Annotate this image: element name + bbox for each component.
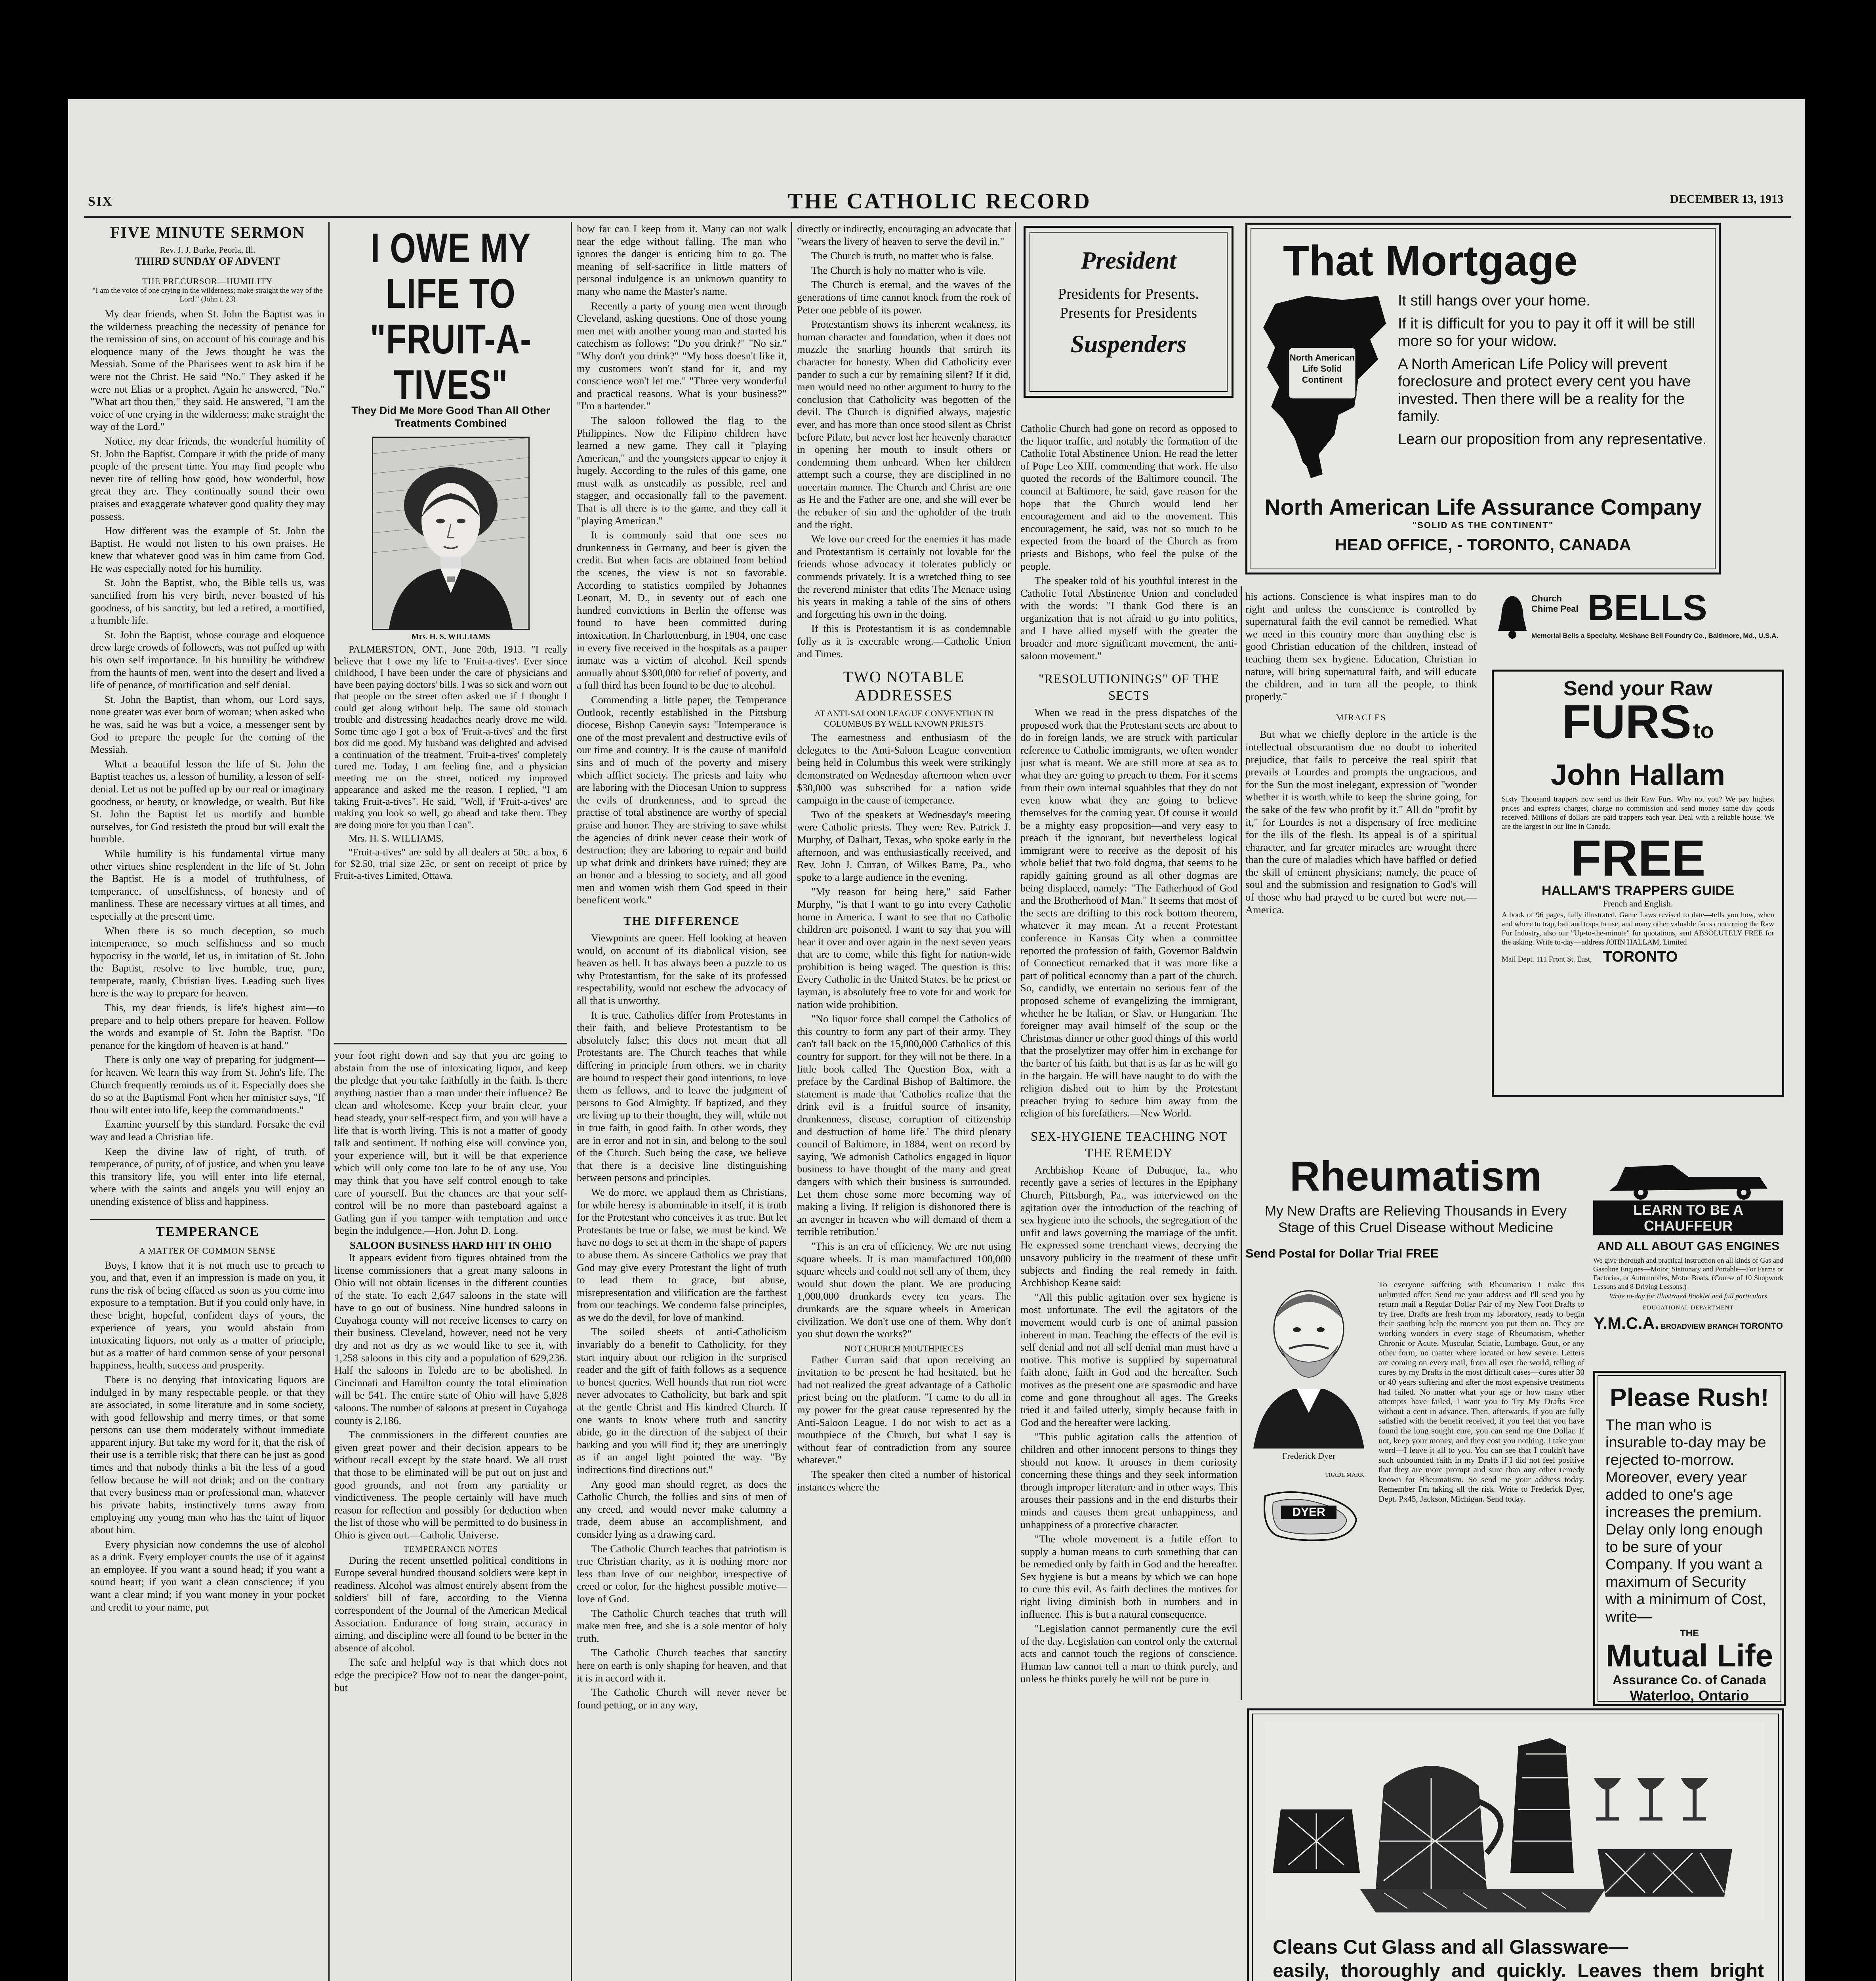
masthead-rule	[84, 216, 1791, 218]
rheumatism-offer: Send Postal for Dollar Trial FREE	[1245, 1246, 1439, 1260]
column-rule	[1241, 586, 1242, 1700]
paragraph: "The whole movement is a futile effort to supply a human means to curb something that can be remedied only by faith in God and the hereafter. Sex hygiene is but a means by which we can hope to cure this evil. As faith declines the motives for right living diminish both in numbers and in influence. This is but a natural consequence.	[1020, 1533, 1237, 1620]
paragraph: The Church is eternal, and the waves of the generations of time cannot knock from the rock of Peter one pebble of its power.	[797, 279, 1011, 316]
suspenders-line1: President	[1081, 247, 1176, 274]
column-rule	[328, 222, 330, 1981]
paragraph: My dear friends, when St. John the Baptist was in the wilderness preaching the necessity of penance for the remission of sins, on account of his courage and his eloquence many of the Jews thought he was the Messiah. Some of the Pharisees went to ask him if he were not the Christ. He said "No." They asked if he were not Elias or a prophet. Again he answered, "No." "What art thou then," they said. He answered, "I am the voice of one crying in the wilderness; make straight the way of the Lord."	[90, 308, 325, 433]
column-5-text	[1020, 422, 1237, 1981]
page-number: SIX	[88, 194, 113, 209]
paragraph: The soiled sheets of anti-Catholicism invariably do a benefit to Catholicity, for they start inquiry about our religion in the surprised reader and the gift of faith follows as a sequence to honest queries. Well hounds that run riot were never advocates to Catholicity, but bark and spit at the gentle Christ and His kindred Church. If one wants to know where truth and sanctity abide, go in the direction of the subject of their barking and you will find it; they are unerringly as if an angel light pointed the way. "By indirections find directions out."	[577, 1326, 787, 1475]
temperance-notes-heading: TEMPERANCE NOTES	[403, 1544, 498, 1554]
paragraph: your foot right down and say that you are going to abstain from the use of intoxicating liquor, and keep the pledge that you take faithfully in the faith. Is there anything nastier than a man under their influence? Be clean and wholesome. Keep your brain clear, your head steady, your self-respect firm, and you will have a life that is worth living. This is not a matter of goody talk and sentiment. If nothing else will convince you, your experience will, but it will be that experience which will only come too late to be of any use. You may think that you have self control enough to take care of yourself. But the chances are that your self-control will be no more than pasteboard against a Gatling gun if you tamper with temptation and once begin the indulgence.—Hon. John D. Long.	[334, 1049, 567, 1237]
bells-sub: Memorial Bells a Specialty. McShane Bell Foundry Co., Baltimore, Md., U.S.A.	[1531, 632, 1779, 639]
fruitatives-sub: They Did Me More Good Than All Other Treatments Combined	[351, 405, 550, 429]
paragraph: "Fruit-a-tives" are sold by all dealers at 50c. a box, 6 for $2.50, trial size 25c, or sent on receipt of price by Fruit-a-tives Limited, Ottawa.	[334, 847, 567, 881]
panshine-body: easily, thoroughly and quickly. Leaves them bright	[1273, 1960, 1764, 1981]
mortgage-office: HEAD OFFICE, - TORONTO, CANADA	[1335, 535, 1631, 554]
paragraph: Notice, my dear friends, the wonderful humility of St. John the Baptist. Compare it with the pride of many people of the present time. You may find people who never tire of telling how good, how wonderful, how great they are. They continually sound their own praises and exaggerate whatever good quality they may possess.	[90, 435, 325, 522]
furs-to: to	[1693, 718, 1714, 743]
paragraph: PALMERSTON, ONT., June 20th, 1913. "I really believe that I owe my life to 'Fruit-a-tives'. Ever since childhood, I have been under the care of physicians and have been paying doctors' bills. I was so sick and worn out that people on the street often asked me if I thought I could get along without help. The same old stomach trouble and distressing headaches nearly drove me wild. Some time ago I got a box of 'Fruit-a-tives' and the first box did me good. My husband was delighted and advised a continuation of the treatment. 'Fruit-a-tives' completely cured me. Today, I am feeling fine, and a physician meeting me on the street, noticed my improved appearance and asked me the reason. I replied, "I am taking Fruit-a-tives". He said, "Well, if 'Fruit-a-tives' are making you look so well, go ahead and take them. They are doing more for you than I can".	[334, 644, 567, 830]
sermon-byline: Rev. J. J. Burke, Peoria, Ill.	[160, 245, 255, 255]
sermon-heading: FIVE MINUTE SERMON	[110, 223, 305, 241]
rheumatism-title: Rheumatism	[1289, 1153, 1542, 1200]
paragraph: The Church is holy no matter who is vile.	[811, 264, 986, 276]
rheumatism-ad	[1245, 1153, 1586, 1700]
man-portrait-illustration	[1245, 1282, 1372, 1449]
suspenders-line3: Presents for Presidents	[1060, 305, 1197, 321]
paragraph: This, my dear friends, is life's highest aim—to prepare and to help others prepare for heaven. Follow the words and example of St. John the Baptist. "Do penance for the kingdom of heaven is at hand."	[90, 1002, 325, 1051]
chauffeur-sub: AND ALL ABOUT GAS ENGINES	[1597, 1240, 1780, 1253]
paragraph: If this is Protestantism it is as condemnable folly as it is execrable wrong.—Catholic Union and Times.	[797, 622, 1011, 660]
automobile-icon	[1593, 1153, 1783, 1200]
column-6	[1245, 590, 1477, 1149]
paragraph: how far can I keep from it. Many can not walk near the edge without falling. The man who ignores the danger is enticing him to go. The meaning of self-sacrifice in little matters of personal indulgence is an unknown quantity to many who name the Master's name.	[577, 223, 787, 297]
paragraph: Every physician now condemns the use of alcohol as a drink. Every employer counts the use of it against an employee. If you want a sound head; if you want a sound heart; if you want a clean conscience; if you want a clear mind; if you want money in your pocket and credit to your name, put	[90, 1538, 325, 1613]
furs-body: Sixty Thousand trappers now send us their Raw Furs. Why not you? We pay highest prices and express charges, charge no commission and send money same day goods received. Millions of dollars are paid trappers each year. Deal with a reliable house. We are the largest in our line in Canada.	[1502, 795, 1774, 831]
column-1	[90, 223, 325, 1981]
panshine-headline: Cleans Cut Glass and all Glassware—	[1273, 1936, 1628, 1958]
chauffeur-ymca: Y.M.C.A.	[1594, 1314, 1659, 1332]
mortgage-line: If it is difficult for you to pay it off it will be still more so for your widow.	[1398, 315, 1695, 349]
mortgage-line: Learn our proposition from any representative.	[1398, 431, 1707, 448]
furs-name: John Hallam	[1551, 758, 1725, 791]
column-3-text	[577, 223, 787, 907]
mouthpieces-heading: NOT CHURCH MOUTHPIECES	[844, 1343, 964, 1353]
paragraph: Keep the divine law of right, of truth, of temperance, of purity, of of justice, and when you leave this transitory life, you will enter into life eternal, where with the saints and angels you will enjoy an unending existence of bliss and happiness.	[90, 1145, 325, 1207]
paragraph: his actions. Conscience is what inspires man to do right and unless the conscience is controlled by supernatural faith the evil cannot be remedied. What we need in this country more than anything else is good Christian education of the children, instead of teaching them sex hygiene. Education, Christian in nature, will bring supernatural faith, and will educate the children, and in turn all the people, to think properly."	[1245, 590, 1477, 702]
column-4	[797, 223, 1011, 1981]
column-5	[1020, 223, 1237, 1981]
mortgage-slogan: "SOLID AS THE CONTINENT"	[1412, 520, 1554, 530]
paragraph: Boys, I know that it is not much use to preach to you, and that, even if an impression is made on you, it runs the risk of being effaced as soon as you come into exposure to a temptation. But if you could only have, in these bright, hopeful, confident days of yours, the experience of years, you would abstain from intoxicating liquors, not only as a matter of principle, but as a matter of hard common sense of your personal happiness, health, success and prosperity.	[90, 1259, 325, 1371]
difference-body	[577, 932, 787, 1711]
paragraph: St. John the Baptist, whose courage and eloquence drew large crowds of followers, was not puffed up with his own self importance. In his humility he withdrew from the haunts of men, went into the desert and lived a life of penance, of mortification and self denial.	[90, 628, 325, 691]
furs-big: FURS	[1562, 695, 1691, 748]
paragraph: The saloon followed the flag to the Philippines. Now the Filipino children have learned a new game. They call it "playing American," and the youngsters appear to enjoy it hugely. According to the rules of this game, one must walk as unsteadily as possible, reel and stagger, and occasionally fall to the pavement. That is all there is to the game, and they call it "playing American."	[577, 414, 787, 527]
mutual-name: Mutual Life	[1605, 1638, 1773, 1673]
paragraph: St. John the Baptist, than whom, our Lord says, none greater was ever born of woman; when asked who he was, said he was but a voice, a messenger sent by God to prepare the people for the coming of the Messiah.	[90, 693, 325, 756]
paragraph: The Church is truth, no matter who is false.	[811, 250, 994, 262]
paragraph: The safe and helpful way is that which does not edge the precipice? How not to near the danger-point, but	[334, 1656, 567, 1693]
portrait	[372, 437, 530, 630]
paragraph: We love our creed for the enemies it has made and Protestantism is certainly not lovable for the friends whose advocacy it tolerates publicly or commends privately. It is a wretched thing to see the reverend minister that edits The Menace using his years in making a table of the sins of others and forgetting his own in the doing.	[797, 533, 1011, 620]
mortgage-company: North American Life Assurance Company	[1264, 494, 1702, 519]
furs-guide-sub: French and English.	[1603, 899, 1673, 908]
paragraph: The Catholic Church teaches that patriotism is true Christian charity, as it is nothing more nor less than love of our neighbor, irrespective of creed or color, for the highest possible motive—love of God.	[577, 1542, 787, 1605]
newspaper-page	[68, 99, 1805, 1981]
furs-details: A book of 96 pages, fully illustrated. Game Laws revised to date—tells you how, when and where to trap, bait and traps to use, and many other valuable facts concerning the Raw Fur Industry, also our "Up-to-the-minute" fur quotations, sent ABSOLUTELY FREE for the asking. Write to-day—address JOHN HALLAM, Limited	[1502, 911, 1774, 947]
paragraph: How different was the example of St. John the Baptist. He would not listen to his own praises. He knew that whatever good was in him came from God. He was especially noted for his humility.	[90, 525, 325, 574]
mutual-life-ad	[1593, 1371, 1786, 1706]
paragraph: Mrs. H. S. WILLIAMS.	[349, 833, 444, 844]
sermon-body	[90, 308, 325, 1208]
paragraph: When we read in the press dispatches of the proposed work that the Protestant sects are about to do in foreign lands, we are struck with particular reference to Catholic immigrants, we often wonder just what is meant. We are still more at sea as to what they are going to preach to them. For it seems from their own internal squabbles that they do not even know what they are going to believe themselves for the coming year. Of course it would be a mighty easy proposition—and very easy to preach if the ignorant, but nevertheless logical immigrant were to receive as the deposit of his whole belief that two fold dogma, that seems to be rapidly gaining ground as all other dogmas are being displaced, namely: "The Fatherhood of God and the Brotherhood of Man." It seems that most of the sects are drifting to this rock bottom theorem, whatever it may mean. At a recent Protestant conference in Kansas City when a committee reported the profession of faith, Governor Baldwin of Connecticut remarked that it was more like a part of political economy than a part of the church. So, candidly, we entertain no serious fear of the proposed scheme of evangelizing the immigrant, whether he be Italian, or Slav, or Hungarian. The foreigner may avail himself of the soup or the Christmas dinner or other good things of this world that the proselytizer may offer him in exchange for the barter of his faith, but that is as far as he will go in the bargain. He will have naught to do with the religion dished out to him by the Protestant preacher trying to seduce him away from the religion of his forefathers.—New World.	[1020, 706, 1237, 1119]
furs-address: Mail Dept. 111 Front St. East,	[1502, 955, 1592, 964]
temperance-notes-body	[334, 1554, 567, 1694]
paragraph: There is no denying that intoxicating liquors are indulged in by many respectable people, or that they are associated, in some literature and in some society, with good fellowship and merry times, or that some persons can use them moderately without immediate apparent injury. But take my word for it, that the risk of their use is a terrible risk; that there can be just as good times and that nobody thinks a bit the less of a good fellow because he will not drink; and on the contrary that every business man or professional man, whatever his private habits, instinctively turns away from employing any young man who has the taint of liquor about him.	[90, 1373, 325, 1536]
rheumatism-sub: My New Drafts are Relieving Thousands in Every Stage of this Cruel Disease without Medicine	[1265, 1203, 1567, 1235]
paragraph: The commissioners in the different counties are given great power and their decision appears to be without recall except by the state board. We all trust that those to be eliminated will be put out on just and good grounds, and not from any partiality or vindictiveness. The people certainly will have much reason for reflection and possibly for deduction when the list of those who will be permitted to do business in Ohio is given out.—Catholic Universe.	[334, 1429, 567, 1541]
bells-ad	[1494, 590, 1787, 670]
difference-heading: THE DIFFERENCE	[623, 914, 740, 928]
furs-guide: HALLAM'S TRAPPERS GUIDE	[1542, 883, 1734, 898]
mutual-title: Please Rush!	[1610, 1383, 1769, 1412]
paragraph: It appears evident from figures obtained from the license commissioners that a great many saloons in Ohio will not obtain licenses in the different counties of the state. To each 2,647 saloons in the state will have to go out of business. Nine hundred saloons in Cuyahoga county will not receive licenses to carry on their business. Cleveland, however, need not be very dry and not as dry as we would like to see it, with 1,258 saloons in this city and a population of 629,236. Half the saloons in Toledo are to be abolished. In Cincinnati and Hamilton county the total elimination will be 541. The entire state of Ohio will have 5,828 saloons. The number of saloons at present in Cuyahoga county is 2,186.	[334, 1251, 567, 1426]
paragraph: But what we chiefly deplore in the article is the intellectual obscurantism due no doubt to inherited prejudice, that fails to perceive the real spirit that prevails at Lourdes and prompts the ungracious, and for the Sun the most inelegant, expression of "wonder whether it is worth while to keep the shrine going, for the sake of the few who profit by it." All do "profit by it," for Lourdes is not a dispensary of free medicine for the ills of the flesh. Its appeal is of a spiritual character, and far greater miracles are wrought there than the cure of maladies which have baffled or defied the skill of eminent physicians; namely, the peace of soul and the submission and resignation to God's will of those who had prayed to be cured but were not.—America.	[1245, 728, 1477, 916]
mortgage-ad	[1245, 223, 1721, 574]
paragraph: "All this public agitation over sex hygiene is most unfortunate. The evil the agitators of the movement would curb is one of animal passion inherent in man. Teaching the effects of the evil is self denial and not all self denial man must have a motive. This motive is supplied by supernatural faith alone, faith in God and the hereafter. Such motives as the present one are spasmodic and have come and gone throughout all ages. The Greeks tried it and failed utterly, simply because faith in God and the hereafter were lacking.	[1020, 1291, 1237, 1428]
chauffeur-dept: EDUCATIONAL DEPARTMENT	[1643, 1305, 1734, 1311]
chauffeur-city: TORONTO	[1739, 1321, 1783, 1331]
fruitatives-headline: I OWE MY LIFE TO "FRUIT-A-TIVES"	[370, 224, 532, 408]
paragraph: "My reason for being here," said Father Murphy, "is that I want to go into every Catholic home in America. I want to see that no Catholic children are poisoned. I want to say that you will hear it over and over again in the next seven years that are to come, while this fight for nation-wide prohibition is being waged. The question is this: Every Catholic in the United States, be he priest or layman, is absolutely free to vote for and work for nation wide prohibition.	[797, 886, 1011, 1010]
chauffeur-ad	[1593, 1153, 1783, 1359]
sermon-sub: THIRD SUNDAY OF ADVENT	[135, 255, 280, 267]
rheumatism-body: To everyone suffering with Rheumatism I make this unlimited offer: Send me your address and I'll send you by return mail a Regular Dollar Pair of my New Foot Drafts to try free. Drafts are fresh from my laboratory, ready to begin their soothing help the moment you put them on. They are working wonders in every stage of Rheumatism, whether Chronic or Acute, Muscular, Sciatic, Lumbago, Gout, or any other form, no matter where located or how severe. Letters are coming on every mail, from all over the world, telling of cures by my Drafts in the most difficult cases—cures after 30 or 40 years suffering and after the most expensive treatments had failed. No matter what your age or how many other attempts have failed, I want you to Try My Drafts Free without a cent in advance. Then, afterwards, if you are fully satisfied with the benefit received, if you feel that you have found the long sought cure, you can send me One Dollar. If not, keep your money, and they cost you nothing. I take your word—I leave it all to you. You can see that I couldn't have such unbounded faith in my Drafts if I did not feel positive that they are more prompt and sure than any other remedy known for Rheumatism. So send me your address today. Remember I'm taking all the risk. Write to Frederick Dyer, Dept. Px45, Jackson, Michigan. Send today.	[1378, 1280, 1584, 1504]
sects-heading: "RESOLUTIONINGS" OF THE SECTS	[1038, 672, 1220, 703]
saloon-heading: SALOON BUSINESS HARD HIT IN OHIO	[349, 1239, 552, 1251]
paragraph: The Catholic Church teaches that sanctity here on earth is only shaping for heaven, and that it is in accord with it.	[577, 1647, 787, 1684]
mortgage-line: A North American Life Policy will prevent foreclosure and protect every cent you have invested. Then there will be a reality for the family.	[1398, 356, 1691, 425]
bells-left: Church Chime Peal	[1531, 594, 1579, 614]
paragraph: Viewpoints are queer. Hell looking at heaven would, on account of its diabolical vision, see heaven as hell. It has always been a puzzle to us why Protestantism, for the sake of its professed respectability, would not eschew the advocacy of all that is unworthy.	[577, 932, 787, 1007]
paragraph: Examine yourself by this standard. Forsake the evil way and lead a Christian life.	[90, 1118, 325, 1143]
paragraph: We do more, we applaud them as Christians, for while heresy is abominable in itself, it is truth for the Protestant who conceives it as true. But let Protestants be true or false, we must be kind. We have no dogs to set at them in the shape of papers to abuse them. As sincere Catholics we pray that God may give every Protestant the light of truth to lead them to grace, but abuse, misrepresentation and vilification are the farthest from our teachings. We condemn false principles, as we do the devil, for love of mankind.	[577, 1186, 787, 1323]
miracles-heading: MIRACLES	[1336, 712, 1386, 723]
sects-body	[1020, 706, 1237, 1120]
column-3	[577, 223, 787, 1981]
paragraph: Archbishop Keane of Dubuque, Ia., who recently gave a series of lectures in the Epiphany Church, Pittsburgh, Pa., was interviewed on the agitation over the introduction of the teaching of sex hygiene into the schools, the segregation of the unfit and laws governing the marriage of the unfit. He expressed some trenchant views, decrying the unsavory publicity in the treatment of these unfit subjects and finding the real remedy in faith. Archbishop Keane said:	[1020, 1164, 1237, 1289]
column-4-text	[797, 223, 1011, 660]
fruitatives-body	[334, 644, 567, 882]
sex-hygiene-continued	[1245, 590, 1477, 703]
paragraph: Catholic Church had gone on record as opposed to the liquor traffic, and notably the formation of the Catholic Total Abstinence Union. He read the letter of Pope Leo XIII. commending that work. He also quoted the records of the Baltimore council. The council at Baltimore, he said, gave reason for the hope that the Church would lend her encouragement and aid to the movement. This encouragement, he said, was not so much to be expected from the board of the Church as from priests and Bishops, who feel the pulse of the people.	[1020, 422, 1237, 572]
paragraph: While humility is his fundamental virtue many other virtues shine resplendent in the life of St. John the Baptist. He is a model of truthfulness, of temperance, of unselfishness, of honesty and of manliness. These are necessary virtues at all times, and especially at the present time.	[90, 847, 325, 922]
paragraph: directly or indirectly, encouraging an advocate that "wears the livery of heaven to serve the devil in."	[797, 223, 1011, 247]
panshine-ad	[1247, 1708, 1784, 1981]
chauffeur-body: We give thorough and practical instruction on all kinds of Gas and Gasoline Engines—Motor, Stationary and Portable—For Farms or Factories, or Automobiles, Motor Boats. (Course of 10 Shopwork Lessons and 8 Driving Lessons.)	[1593, 1256, 1783, 1290]
paragraph: "This public agitation calls the attention of children and other innocent persons to things they should not know. It arouses in them curiosity concerning these things and they seek information through improper literature and in other ways. This arouses their passions and in the end disturbs their minds and causes them great unhappiness, and unhappiness of a protective character.	[1020, 1431, 1237, 1531]
paragraph: Two of the speakers at Wednesday's meeting were Catholic priests. They were Rev. Patrick J. Murphy, of Dalhart, Texas, who spoke early in the afternoon, and was enthusiastically received, and Rev. John J. Curran, of Wilkes Barre, Pa., who spoke to a large audience in the evening.	[797, 808, 1011, 883]
addresses-body	[797, 731, 1011, 1340]
paragraph: "Legislation cannot permanently cure the evil of the day. Legislation can control only the external acts and cannot touch the regions of conscience. Human law cannot tell a man to think purely, and unless he thinks purely he will not be pure in	[1020, 1622, 1237, 1685]
column-rule	[791, 222, 792, 1981]
paragraph: "No liquor force shall compel the Catholics of this country to form any part of their army. They can't fall back on the 15,000,000 Catholics of this country for support, for they will not be there. In a little book called The Question Box, with a preface by the Cardinal Bishop of Baltimore, the statement is made that 'Catholics realize that the drink evil is a fruitful source of insanity, drunkenness, disease, corruption of citizenship and destruction of home life.' The third plenary council of Baltimore, in 1884, went on record by saying, 'We admonish Catholics engaged in liquor business to have thought of the many and great dangers with which their business is surrounded. Let them chose some more becoming way of making a living. If religion is dishonored there is an avenger in heaven who will demand of them a terrible retribution.'	[797, 1013, 1011, 1238]
furs-top: Send your Raw	[1563, 677, 1712, 700]
paragraph: The Catholic Church will never never be found petting, or in any way,	[577, 1686, 787, 1711]
sex-hygiene-heading: SEX-HYGIENE TEACHING NOT THE REMEDY	[1030, 1129, 1228, 1160]
paragraph: Any good man should regret, as does the Catholic Church, the follies and sins of men of any creed, and would never make calumny a trade, deem abuse an accomplishment, and consider lying as a drawing card.	[577, 1478, 787, 1540]
cut-glass-illustration	[1265, 1722, 1764, 1920]
paragraph: The Catholic Church teaches that truth will make men free, and she is a sole mentor of holy truth.	[577, 1607, 787, 1644]
paragraph: The speaker then cited a number of historical instances where the	[797, 1468, 1011, 1493]
paragraph: It is commonly said that one sees no drunkenness in Germany, and beer is given the credit. But when facts are obtained from behind the scenes, the view is not so favorable. According to statistics compiled by Johannes Leonart, M. D., in seventy out of each one hundred convictions in Berlin the offense was found to have been committed during intoxication. In Charlottenburg, in 1904, one case in every five received in the hospitals as a pauper inmate was a victim of alcohol. Keil spends annually about $300,000 for relief of poverty, and a full third has been found to be due to alcohol.	[577, 529, 787, 691]
suspenders-line4: Suspenders	[1070, 331, 1187, 358]
woman-portrait-illustration	[373, 438, 528, 629]
mouthpieces-body	[797, 1354, 1011, 1494]
bell-icon	[1497, 594, 1528, 641]
column-2-text	[334, 1049, 567, 1981]
mortgage-text	[1398, 292, 1707, 454]
sermon-epigraph: "I am the voice of one crying in the wilderness; make straight the way of the Lord." (John i. 23)	[92, 286, 323, 303]
column-rule	[571, 222, 572, 1981]
addresses-sub: AT ANTI-SALOON LEAGUE CONVENTION IN COLUMBUS BY WELL KNOWN PRIESTS	[814, 708, 993, 729]
paragraph: Father Curran said that upon receiving an invitation to be present he had hesitated, but he had not realized the great advantage of a Catholic priest being on the platform. "I came to do all in my power for the great cause represented by the Anti-Saloon League. I do not wish to act as a mouthpiece of the Church, but what I say is without fear of contradiction from any source whatever."	[797, 1353, 1011, 1466]
masthead-date: DECEMBER 13, 1913	[1670, 193, 1783, 206]
furs-city: TORONTO	[1603, 949, 1678, 965]
chauffeur-title: LEARN TO BE A CHAUFFEUR	[1593, 1200, 1783, 1235]
masthead-title: THE CATHOLIC RECORD	[788, 189, 1091, 214]
suspenders-line2: Presidents for Presents.	[1058, 286, 1199, 302]
draft-label: DYER	[1281, 1506, 1336, 1519]
paragraph: "This is an era of efficiency. We are not using square wheels. It is man manufactured 100,000 square wheels and could not sell any of them, they would shut down the plant. We are producing 1,000,000 drunkards every ten years. The drunkards are the square wheels in American civilization. We don't use one of them. Why don't you shut down the works?"	[797, 1240, 1011, 1340]
paragraph: St. John the Baptist, who, the Bible tells us, was sanctified from his very birth, never boasted of his goodness, of his sanctity, but led a retired, a mortified, a humble life.	[90, 576, 325, 626]
paragraph: Commending a little paper, the Temperance Outlook, recently established in the Pittsburg diocese, Bishop Canevin says: "Intemperance is one of the most prevalent and destructive evils of our time and country. It is the cause of manifold sins and of much of the poverty and misery which afflict society. The priests and laity who are laboring with the Diocesan Union to suppress the evils of drunkenness, and to spread the practise of total abstinence are worthy of special praise and honor. They are striving to save whilst the agencies of drink never cease their work of destruction; they are laboring to repair and build up what drink and drinkers have ruined; they are an honor and a blessing to society, and all good men and women wish them God speed in their beneficent work."	[577, 693, 787, 906]
mutual-co: Assurance Co. of Canada	[1613, 1673, 1766, 1687]
addresses-heading: TWO NOTABLE ADDRESSES	[843, 668, 965, 704]
trade-mark: TRADE MARK	[1325, 1472, 1364, 1478]
addresses-continued	[1020, 422, 1237, 662]
temperance-body	[90, 1259, 325, 1614]
map-label: North American Life Solid Continent	[1289, 353, 1355, 385]
paragraph: The speaker told of his youthful interest in the Catholic Total Abstinence Union and concluded with the words: "I thank God there is an organization that is not afraid to go into politics, and I have allied myself with the greater the broader and more significant movement, the anti-saloon movement."	[1020, 574, 1237, 662]
chauffeur-write: Write to-day for Illustrated Booklet and full particulars	[1609, 1292, 1767, 1300]
mutual-the: THE	[1680, 1628, 1699, 1639]
column-rule	[1015, 222, 1016, 1981]
sex-hygiene-body	[1020, 1164, 1237, 1685]
rheumatism-portrait-caption: Frederick Dyer	[1282, 1451, 1335, 1461]
temperance-heading: TEMPERANCE	[90, 1219, 325, 1239]
mortgage-title: That Mortgage	[1283, 237, 1578, 284]
chauffeur-branch: BROADVIEW BRANCH	[1661, 1323, 1738, 1330]
miracles-body	[1245, 728, 1477, 916]
mutual-city: Waterloo, Ontario	[1630, 1687, 1749, 1704]
column-2	[334, 223, 567, 1981]
paragraph: During the recent unsettled political conditions in Europe several hundred thousand soldiers were kept in readiness. Alcohol was almost entirely absent from the soldiers' bill of fare, according to the Vienna correspondent of the Journal of the American Medical Association. Endurance of long strain, accuracy in aiming, and discipline were all found to be better in the absence of alcohol.	[334, 1554, 567, 1654]
paragraph: Protestantism shows its inherent weakness, its human character and foundation, when it does not muzzle the snarling hounds that smirch its character for honesty. When did Catholicity ever pander to such a cur by remaining silent? If it did, men would need no other argument to hurry to the conclusion that Catholicity was begotten of the devil. The Church is dignified always, majestic ever, and has more than once stood silent as Christ before Pilate, but never lost her heavenly character in opening her mouth to insult others or condemning them unheard. When her children attempt such a course, they are disciplined in no uncertain manner. The Church and Christ are one as He and the Father are one, and she will ever be the rebuker of sin and the upholder of the truth and the right.	[797, 318, 1011, 531]
suspenders-ad	[1024, 226, 1234, 398]
rheumatism-left-box	[1249, 1470, 1372, 1676]
furs-ad	[1492, 670, 1784, 1097]
temperance-continued	[334, 1049, 567, 1237]
bells-title: BELLS	[1588, 590, 1707, 628]
portrait-caption: Mrs. H. S. WILLIAMS	[411, 632, 490, 641]
furs-free: FREE	[1570, 830, 1706, 887]
mortgage-line: It still hangs over your home.	[1398, 292, 1590, 309]
paragraph: When there is so much deception, so much intemperance, so much selfishness and so much hypocrisy in the world, let us, in imitation of St. John the Baptist, resolve to live humble, true, pure, temperate, manly, Christian lives. Leading such lives here is the way to prepare for heaven.	[90, 924, 325, 999]
paragraph: What a beautiful lesson the life of St. John the Baptist teaches us, a lesson of humility, a lesson of self-denial. Let us not be puffed up by our real or imaginary goodness, or beauty, or knowledge, or wealth. But like St. John the Baptist let us mortify and humble ourselves, for God resisteth the proud but will exalt the humble.	[90, 758, 325, 845]
paragraph: Recently a party of young men went through Cleveland, asking questions. One of those young men met with another young man and started his catechism as follows: "Do you drink?" "No sir." "Why don't you drink?" "My boss doesn't like it, my customers won't stand for it, and my conscience won't let me." "Three very wonderful and practical reasons. What is your business?" "I'm a bartender."	[577, 300, 787, 412]
paragraph: There is only one way of preparing for judgment—for heaven. We learn this way from St. John's life. The Church frequently reminds us of it. Especially does she do so at the Baptismal Font when her minister says, "If thou wilt enter into life, keep the commandments."	[90, 1053, 325, 1116]
temperance-subhead: A MATTER OF COMMON SENSE	[139, 1245, 276, 1256]
paragraph: The earnestness and enthusiasm of the delegates to the Anti-Saloon League convention being held in Columbus this week were strikingly demonstrated on Wednesday afternoon when over $30,000 was subscribed for a nation wide campaign in the cause of temperance.	[797, 731, 1011, 806]
sermon-subhead: THE PRECURSOR—HUMILITY	[142, 276, 273, 286]
saloon-body	[334, 1252, 567, 1542]
mutual-body: The man who is insurable to-day may be rejected to-morrow. Moreover, every year added to one's age increases the premium. Delay only long enough to be sure of your Company. If you want a maximum of Security with a minimum of Cost, write—	[1605, 1417, 1766, 1625]
paragraph: It is true. Catholics differ from Protestants in their faith, and believe Protestantism to be absolutely false; this does not mean that all Protestants are. The Church teaches that while differing in principle from others, we in charity are bound to respect their good intentions, to love them as fellows, and to leave the judgment of persons to God Almighty. If baptized, and they are living up to their thought, they will, while not in true faith, in good faith. In other words, they are in error and not in sin, and belong to the soul of the Church. Such being the case, we believe that there is a decisive line distinguishing between persons and principles.	[577, 1009, 787, 1184]
fruitatives-ad	[334, 223, 567, 1044]
